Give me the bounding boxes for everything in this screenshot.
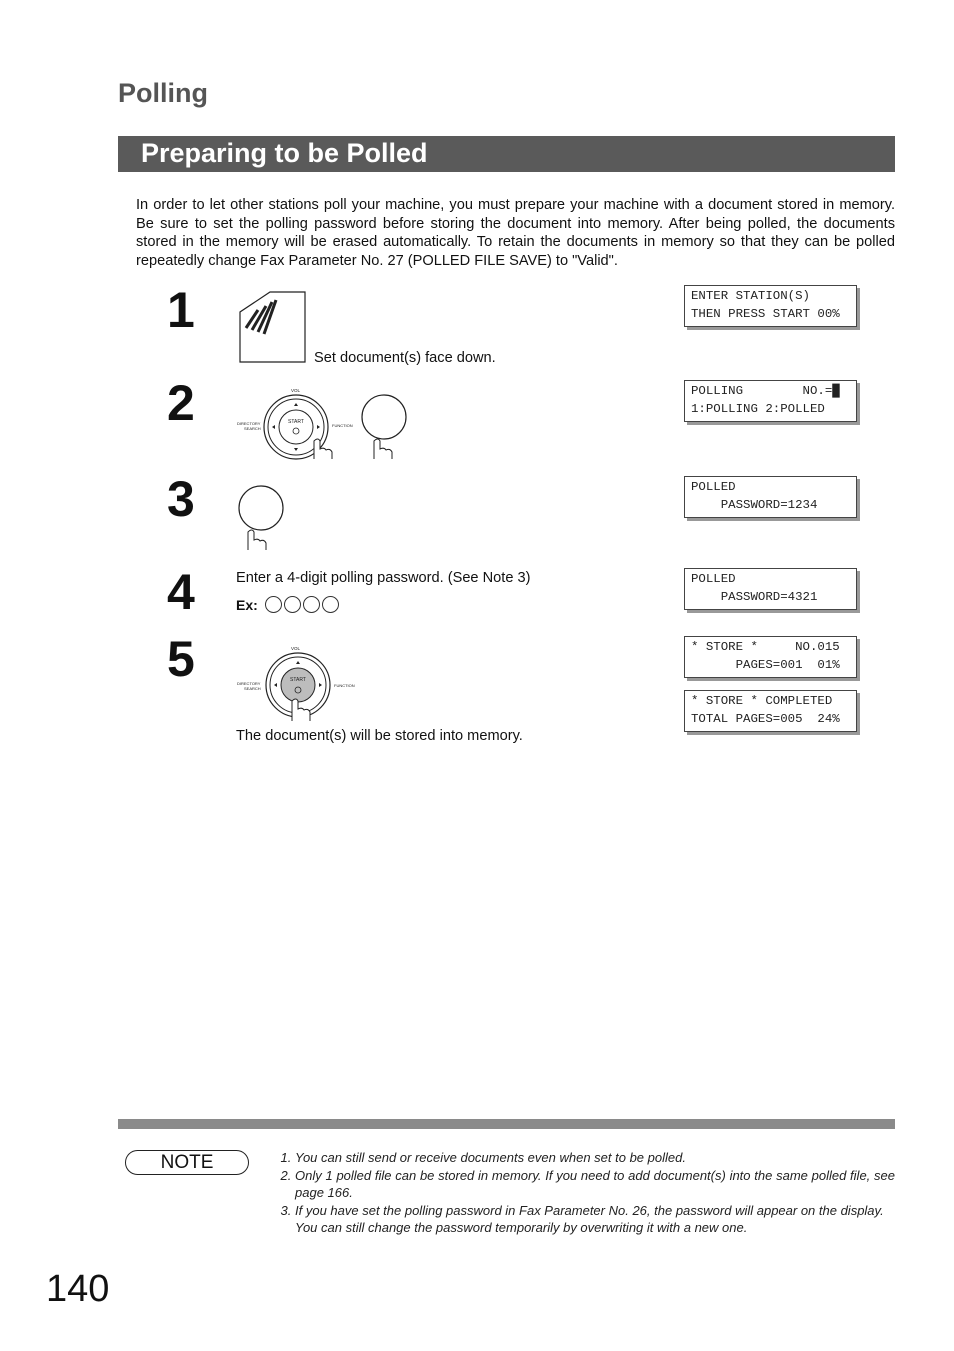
- lcd-line-2: PAGES=001 01%: [691, 657, 840, 672]
- note-item-extra: You can still change the password temporarily by overwriting it with a new one.: [295, 1220, 748, 1235]
- separator-bar: [118, 1119, 895, 1129]
- lcd-line-1: POLLING NO.=█: [691, 384, 840, 398]
- digit-key-icon: [284, 596, 301, 613]
- lcd-line-1: POLLED: [691, 572, 736, 586]
- step-4-text: Enter a 4-digit polling password. (See Note 3): [236, 570, 531, 586]
- intro-paragraph: In order to let other stations poll your machine, you must prepare your machine with a document stored in memory. Be sure to set the polling password before storing the document into memory. After being polled, the documents stored in the memory will be erased automatically. To retain the documents in memory so that they can be polled repeatedly change Fax Parameter No. 27 (POLLED FILE SAVE) to "Valid".: [136, 197, 895, 269]
- note-item: 1. You can still send or receive documents even when set to be polled.: [295, 1149, 895, 1167]
- note-item: 2. Only 1 polled file can be stored in memory. If you need to add document(s) into the same polled file, see page 166.: [295, 1167, 895, 1202]
- digit-key-icon: [322, 596, 339, 613]
- search-label: SEARCH: [244, 426, 261, 431]
- lcd-line-1: POLLED: [691, 480, 736, 494]
- digit-key-icon: [265, 596, 282, 613]
- lcd-line-2: TOTAL PAGES=005 24%: [691, 711, 840, 726]
- section-title: Polling: [118, 78, 208, 108]
- lcd-line-2: 1:POLLING 2:POLLED: [691, 401, 825, 416]
- lcd-line-2: PASSWORD=1234: [691, 497, 818, 512]
- step-number-4: 4: [167, 564, 195, 620]
- note-item: [295, 1202, 895, 1237]
- step-number-1: 1: [167, 282, 195, 338]
- step-number-3: 3: [167, 471, 195, 527]
- step-1-text: Set document(s) face down.: [314, 350, 496, 366]
- note-badge: NOTE: [125, 1150, 249, 1175]
- step-number-5: 5: [167, 631, 195, 687]
- lcd-line-2: PASSWORD=4321: [691, 589, 818, 604]
- vol-label: VOL: [291, 646, 301, 651]
- start-button-press-icon: [236, 643, 366, 723]
- page-title: Preparing to be Polled: [141, 138, 428, 168]
- password-example: [236, 596, 339, 613]
- start-label: START: [288, 419, 304, 425]
- vol-label: VOL: [291, 388, 301, 393]
- start-dial-pad-icon: [236, 385, 416, 460]
- example-label: Ex:: [236, 596, 258, 613]
- lcd-display: [684, 690, 857, 732]
- lcd-display: [684, 476, 857, 518]
- search-label: SEARCH: [244, 686, 261, 691]
- function-label: FUNCTION: [334, 683, 355, 688]
- directory-label: DIRECTORY: [237, 421, 261, 426]
- lcd-display: [684, 285, 857, 327]
- lcd-line-1: ENTER STATION(S): [691, 289, 810, 303]
- lcd-line-2: THEN PRESS START 00%: [691, 306, 840, 321]
- function-label: FUNCTION: [332, 423, 353, 428]
- digit-key-icon: [303, 596, 320, 613]
- key-press-icon: [236, 482, 288, 552]
- notes-list: [277, 1149, 895, 1237]
- start-label: START: [290, 677, 306, 683]
- page-number: 140: [46, 1268, 110, 1310]
- lcd-display: [684, 380, 857, 422]
- directory-label: DIRECTORY: [237, 681, 261, 686]
- note-item-text: If you have set the polling password in Fax Parameter No. 26, the password will appear on the display.: [295, 1202, 884, 1218]
- step-number-2: 2: [167, 375, 195, 431]
- step-5-text: The document(s) will be stored into memory.: [236, 728, 523, 744]
- lcd-display: [684, 636, 857, 678]
- lcd-line-1: * STORE * NO.015: [691, 640, 840, 654]
- document-face-down-icon: [238, 290, 310, 364]
- lcd-line-1: * STORE * COMPLETED: [691, 694, 833, 708]
- lcd-display: [684, 568, 857, 610]
